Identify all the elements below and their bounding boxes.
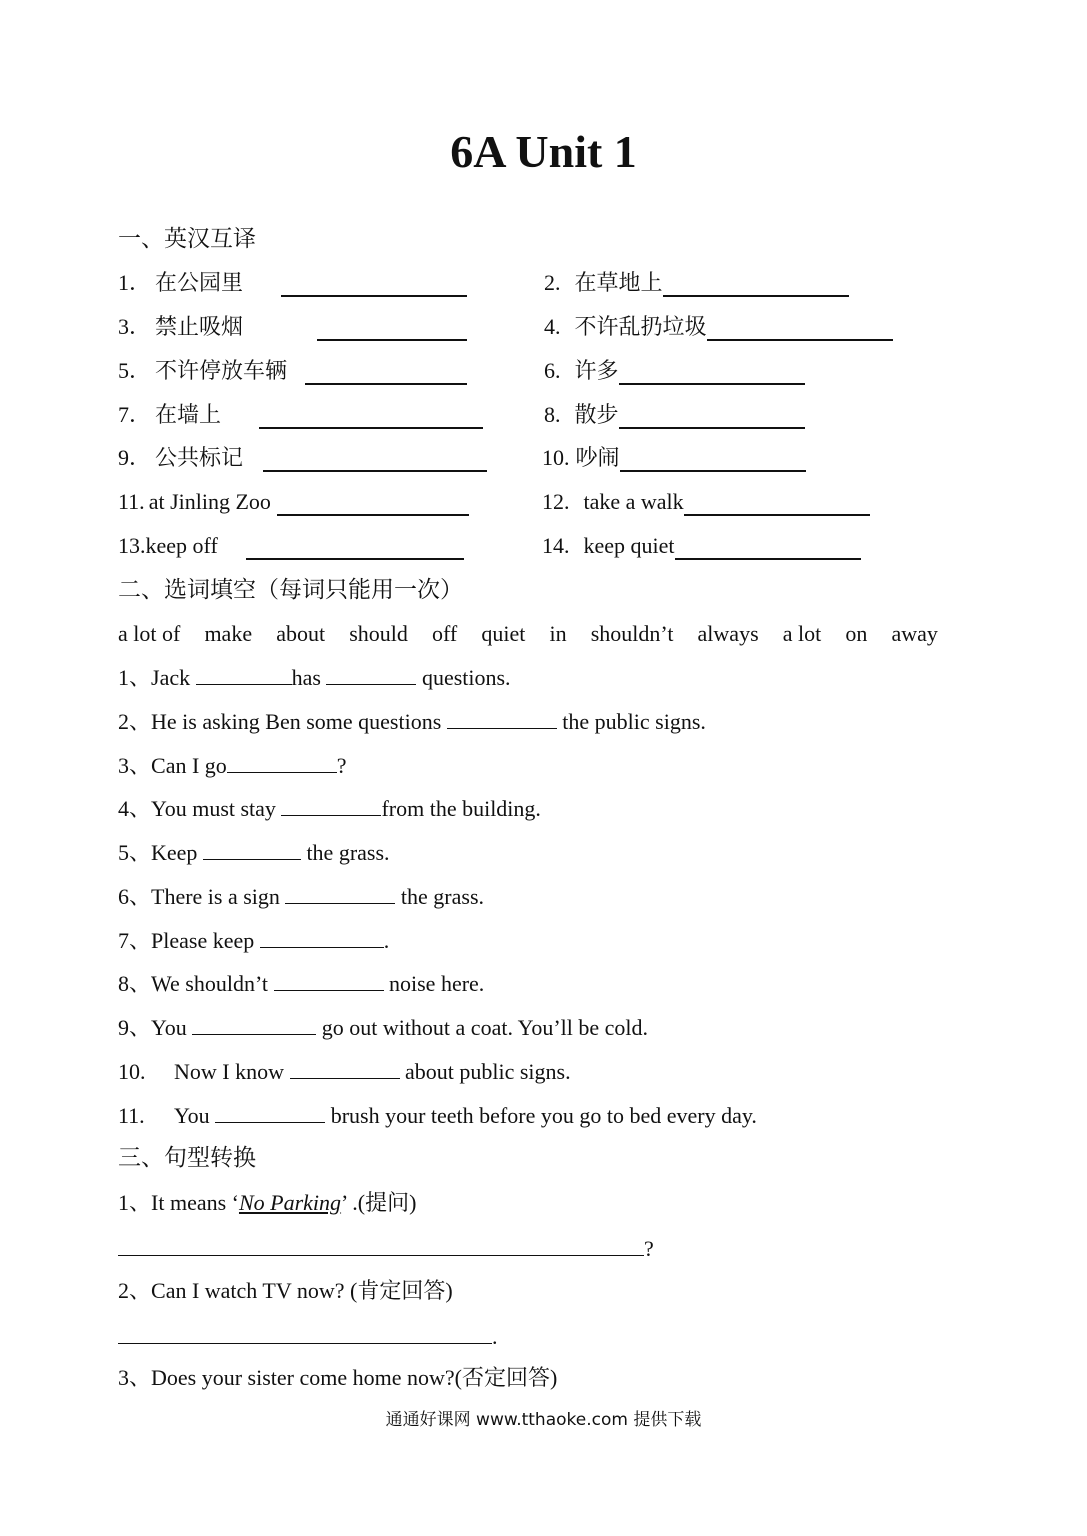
word-bank-item: make xyxy=(204,621,253,646)
fill-in-item xyxy=(118,793,541,825)
item-term: 公共标记 xyxy=(155,445,244,470)
answer-blank[interactable] xyxy=(259,403,483,429)
fill-in-item xyxy=(118,1012,648,1044)
word-bank-item: shouldn’t xyxy=(590,621,674,646)
item-number: 2. xyxy=(544,270,561,295)
item-text: the grass. xyxy=(395,884,485,909)
answer-blank[interactable] xyxy=(260,925,384,948)
item-number: 3． xyxy=(118,314,152,339)
item-text: . xyxy=(383,928,390,953)
underlined-phrase: No Parking xyxy=(238,1190,342,1215)
item-number: 11. xyxy=(118,489,145,514)
answer-blank[interactable] xyxy=(326,662,416,685)
answer-blank[interactable] xyxy=(317,315,467,341)
fill-in-item xyxy=(118,706,706,738)
item-text: Please keep xyxy=(151,928,260,953)
word-bank-item: on xyxy=(845,621,868,646)
item-number: 10. xyxy=(118,1059,146,1084)
item-term: 吵闹 xyxy=(575,445,620,470)
item-text: You xyxy=(174,1103,216,1128)
answer-blank[interactable] xyxy=(281,793,381,816)
item-number: 11. xyxy=(118,1103,145,1128)
answer-blank[interactable] xyxy=(274,968,384,991)
item-text: go out without a coat. You’ll be cold. xyxy=(316,1015,649,1040)
fill-in-item xyxy=(118,1100,757,1132)
answer-blank[interactable] xyxy=(227,750,337,773)
word-bank-item: about xyxy=(276,621,326,646)
translation-row xyxy=(118,355,978,387)
word-bank-item: a lot xyxy=(782,621,822,646)
item-number: 4、 xyxy=(118,796,152,821)
item-text: Can I watch TV now? (肯定回答) xyxy=(151,1278,453,1303)
fill-in-item xyxy=(118,925,389,957)
item-number: 4. xyxy=(544,314,561,339)
answer-blank[interactable] xyxy=(684,490,870,516)
answer-blank[interactable] xyxy=(285,881,395,904)
fill-in-item xyxy=(118,662,511,694)
item-term: at Jinling Zoo xyxy=(148,489,271,514)
word-bank-item: in xyxy=(549,621,567,646)
item-number: 13. xyxy=(118,533,146,558)
item-text: You must stay xyxy=(151,796,282,821)
fill-in-item xyxy=(118,968,484,1000)
item-number: 3、 xyxy=(118,753,152,778)
transform-item xyxy=(118,1362,557,1394)
item-text: ? xyxy=(336,753,347,778)
item-number: 1、 xyxy=(118,1190,152,1215)
answer-blank[interactable] xyxy=(447,706,557,729)
item-text: the public signs. xyxy=(556,709,706,734)
answer-blank[interactable] xyxy=(118,1319,492,1344)
answer-blank[interactable] xyxy=(675,534,861,560)
item-text: He is asking Ben some questions xyxy=(151,709,447,734)
word-bank-item: away xyxy=(891,621,938,646)
item-text: Jack xyxy=(151,665,196,690)
translation-row xyxy=(118,442,978,474)
answer-line xyxy=(118,1231,654,1265)
item-text: Keep xyxy=(151,840,203,865)
item-text: has xyxy=(291,665,327,690)
item-term: 在草地上 xyxy=(574,270,663,295)
item-text: It means ‘ xyxy=(151,1190,239,1215)
item-term: keep off xyxy=(145,533,218,558)
item-text: You xyxy=(151,1015,193,1040)
item-text: Now I know xyxy=(174,1059,290,1084)
item-text: Does your sister come home now?(否定回答) xyxy=(151,1365,558,1390)
answer-blank[interactable] xyxy=(192,1012,316,1035)
translation-row xyxy=(118,486,978,518)
item-number: 1、 xyxy=(118,665,152,690)
item-number: 10. xyxy=(542,445,570,470)
item-text: ’ .(提问) xyxy=(341,1190,417,1215)
page-footer: 通通好课网 www.tthaoke.com 提供下载 xyxy=(385,1410,702,1430)
answer-blank[interactable] xyxy=(203,837,301,860)
answer-blank[interactable] xyxy=(619,403,805,429)
answer-blank[interactable] xyxy=(277,490,469,516)
section2-heading: 二、选词填空（每词只能用一次） xyxy=(118,577,463,602)
answer-blank[interactable] xyxy=(246,534,464,560)
answer-end-mark: ? xyxy=(644,1236,654,1261)
section1-heading: 一、英汉互译 xyxy=(118,226,256,251)
item-term: 在墙上 xyxy=(155,402,222,427)
item-term: 在公园里 xyxy=(155,270,244,295)
item-number: 8、 xyxy=(118,971,152,996)
translation-row xyxy=(118,311,978,343)
item-number: 12. xyxy=(542,489,570,514)
item-number: 2、 xyxy=(118,709,152,734)
item-text: brush your teeth before you go to bed every day. xyxy=(325,1103,757,1128)
item-text: about public signs. xyxy=(399,1059,571,1084)
word-bank-item: a lot of xyxy=(118,621,181,646)
page-title: 6A Unit 1 xyxy=(450,126,637,177)
fill-in-item xyxy=(118,837,390,869)
item-text: the grass. xyxy=(300,840,390,865)
word-bank-item: should xyxy=(349,621,408,646)
answer-blank[interactable] xyxy=(619,359,805,385)
answer-line xyxy=(118,1319,498,1353)
item-term: take a walk xyxy=(583,489,684,514)
answer-end-mark: . xyxy=(492,1324,498,1349)
answer-blank[interactable] xyxy=(196,662,292,685)
transform-item xyxy=(118,1275,453,1307)
item-number: 3、 xyxy=(118,1365,152,1390)
item-term: keep quiet xyxy=(583,533,675,558)
item-text: There is a sign xyxy=(151,884,286,909)
item-number: 8. xyxy=(544,402,561,427)
item-term: 散步 xyxy=(574,402,619,427)
item-number: 1． xyxy=(118,270,152,295)
item-number: 7． xyxy=(118,402,152,427)
item-number: 5． xyxy=(118,358,152,383)
item-number: 6. xyxy=(544,358,561,383)
item-text: noise here. xyxy=(383,971,485,996)
item-number: 6、 xyxy=(118,884,152,909)
item-number: 5、 xyxy=(118,840,152,865)
item-term: 禁止吸烟 xyxy=(155,314,244,339)
item-number: 2、 xyxy=(118,1278,152,1303)
translation-row xyxy=(118,267,978,299)
answer-blank[interactable] xyxy=(263,446,487,472)
fill-in-item xyxy=(118,881,484,913)
item-number: 9． xyxy=(118,445,152,470)
fill-in-item xyxy=(118,750,347,782)
word-bank xyxy=(118,618,938,650)
item-number: 14. xyxy=(542,533,570,558)
answer-blank[interactable] xyxy=(620,446,806,472)
translation-row xyxy=(118,530,978,562)
item-number: 7、 xyxy=(118,928,152,953)
item-text: from the building. xyxy=(381,796,541,821)
word-bank-item: quiet xyxy=(481,621,526,646)
answer-blank[interactable] xyxy=(707,315,893,341)
item-text: We shouldn’t xyxy=(151,971,274,996)
fill-in-item xyxy=(118,1056,571,1088)
item-term: 不许乱扔垃圾 xyxy=(574,314,707,339)
answer-blank[interactable] xyxy=(118,1231,644,1256)
item-term: 许多 xyxy=(574,358,619,383)
word-bank-item: off xyxy=(432,621,458,646)
answer-blank[interactable] xyxy=(663,271,849,297)
item-number: 9、 xyxy=(118,1015,152,1040)
section3-heading: 三、句型转换 xyxy=(118,1145,256,1170)
answer-blank[interactable] xyxy=(215,1100,325,1123)
word-bank-item: always xyxy=(697,621,759,646)
transform-item xyxy=(118,1187,416,1219)
answer-blank[interactable] xyxy=(281,271,467,297)
item-text: Can I go xyxy=(151,753,227,778)
answer-blank[interactable] xyxy=(305,359,467,385)
translation-row xyxy=(118,399,978,431)
item-text: questions. xyxy=(416,665,511,690)
item-term: 不许停放车辆 xyxy=(155,358,288,383)
answer-blank[interactable] xyxy=(290,1056,400,1079)
